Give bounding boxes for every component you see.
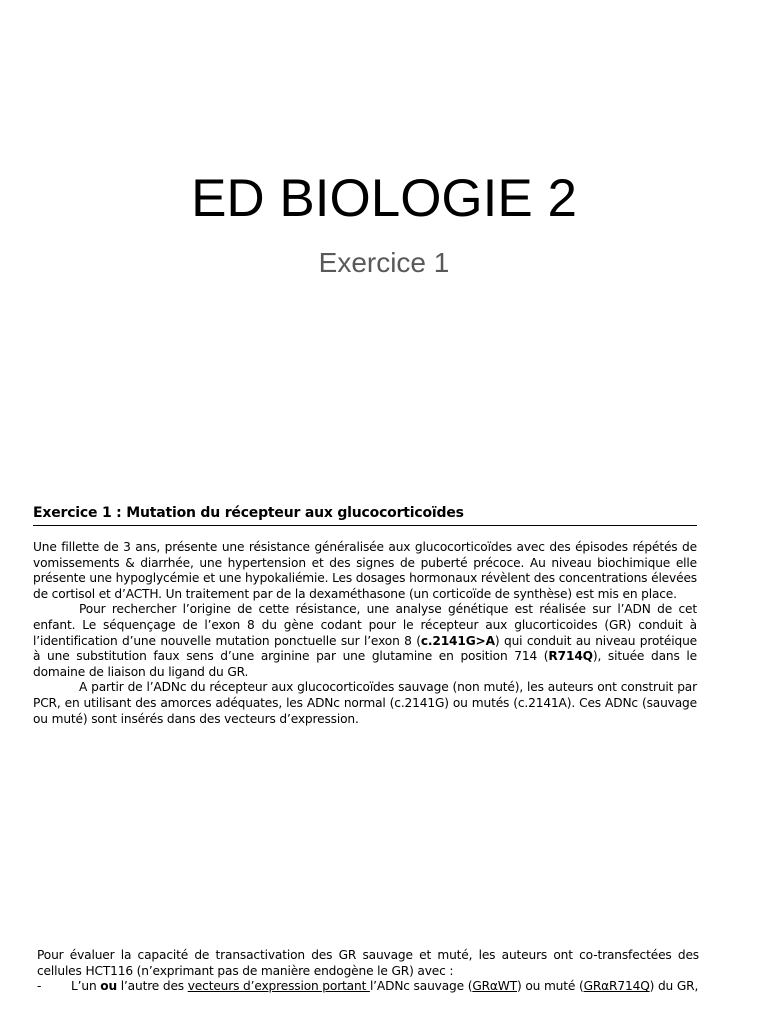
item-ou: ou <box>100 979 117 994</box>
item-text-d: ) ou muté ( <box>517 979 584 994</box>
paragraph-2-text-c: ), située dans le domaine de liaison du ligand du GR. <box>33 649 697 679</box>
protein-mutation: R714Q <box>548 649 593 664</box>
list-bullet: - <box>37 979 42 994</box>
paragraph-2-text-b: ) qui conduit au niveau protéique à une substitution faux sens d’une arginine par une glutamine en position 714 ( <box>33 633 698 664</box>
list-item <box>37 979 699 995</box>
item-gr-wt: GRαWT <box>472 979 518 994</box>
item-text-b: l’autre des <box>117 979 188 994</box>
item-text-c: l’ADNc sauvage ( <box>369 979 473 994</box>
paragraph-2 <box>33 602 697 680</box>
exercise-heading: Exercice 1 : Mutation du récepteur aux glucocorticoïdes <box>33 503 697 526</box>
transfection-excerpt <box>37 948 699 995</box>
exercise-excerpt <box>33 503 697 727</box>
paragraph-3: A partir de l’ADNc du récepteur aux glucocorticoïdes sauvage (non muté), les auteurs ont construit par PCR, en utilisant des amorces adéquates, les ADNc normal (c.2141G) ou mutés (c.2141A). Ces ADNc (sauvage ou muté) sont insérés dans des vecteurs d’expression. <box>33 680 697 726</box>
paragraph-2-text-a: Pour rechercher l’origine de cette résistance, une analyse génétique est réalisée sur l’ADN de cet enfant. Le séquençage de l’exon 8 du gène codant pour le récepteur aux glucorticoides (GR) conduit à l’identification d’une nouvelle mutation ponctuelle sur l’exon 8 ( <box>33 602 697 648</box>
item-gr-mutant: GRαR714Q <box>583 979 650 994</box>
paragraph-1: Une fillette de 3 ans, présente une résistance généralisée aux glucocorticoïdes avec des épisodes répétés de vomissements & diarrhée, une hypertension et des signes de puberté précoce. Au niveau biochimique elle présente une hypoglycémie et une hypokaliémie. Les dosages hormonaux révèlent des concentrations élevées de cortisol et d’ACTH. Un traitement par de la dexaméthasone (un corticoïde de synthèse) est mis en place. <box>33 540 697 601</box>
item-text-e: ) du GR, <box>649 979 699 994</box>
slide-title: ED BIOLOGIE 2 <box>191 169 577 228</box>
slide-subtitle: Exercice 1 <box>318 247 450 278</box>
list-item-text <box>71 979 699 995</box>
mutation-code: c.2141G>A <box>420 633 495 648</box>
item-vectors: vecteurs d’expression portant <box>187 979 370 994</box>
item-text-a: L’un <box>71 979 101 994</box>
transfection-intro: Pour évaluer la capacité de transactivation des GR sauvage et muté, les auteurs ont co-transfectées des cellules HCT116 (n’exprimant pas de manière endogène le GR) avec : <box>37 948 699 978</box>
